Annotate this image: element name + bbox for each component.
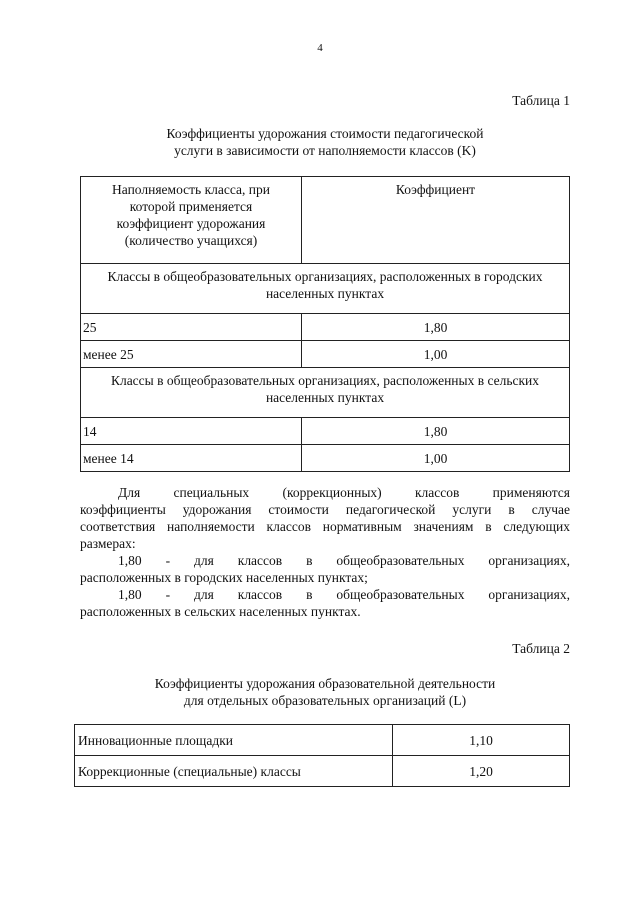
table2 (74, 724, 570, 787)
class-size-cell: менее 14 (81, 445, 302, 472)
coefficient-cell: 1,00 (302, 341, 570, 368)
page-number: 4 (317, 42, 323, 54)
section-title (81, 368, 570, 418)
table1-label: Таблица 1 (512, 93, 570, 108)
section-title-line1: Классы в общеобразовательных организациях, расположенных в городских (107, 269, 543, 284)
table1-title-line1: Коэффициенты удорожания стоимости педагогической (166, 126, 484, 141)
table2-title-line2: для отдельных образовательных организаций (L) (183, 693, 467, 708)
class-size-cell: менее 25 (81, 341, 302, 368)
paragraph-line4: размерах: (80, 536, 136, 551)
header-col1-line1: Наполняемость класса, при (112, 182, 270, 197)
table1-section-urban (81, 264, 570, 314)
class-size-cell: 14 (81, 418, 302, 445)
table1-header-row (81, 177, 570, 264)
paragraph-line1: Для специальных (коррекционных) классов применяются (118, 485, 570, 500)
section-title-line2: населенных пунктах (265, 390, 385, 405)
table2-title (80, 675, 570, 709)
organization-type-cell: Инновационные площадки (75, 725, 393, 756)
section-title-line1: Классы в общеобразовательных организациях, расположенных в сельских (110, 373, 540, 388)
table1-title (80, 125, 570, 159)
coefficient-cell: 1,80 (302, 314, 570, 341)
paragraph-line2: коэффициенты удорожания стоимости педагогической услуги в случае (80, 502, 570, 517)
header-col1-line4: (количество учащихся) (124, 233, 258, 248)
table1 (80, 176, 570, 472)
table2-title-line1: Коэффициенты удорожания образовательной деятельности (154, 676, 496, 691)
coefficient-cell: 1,20 (393, 756, 570, 787)
table1-header-col1 (81, 177, 302, 264)
coefficient-cell: 1,10 (393, 725, 570, 756)
item1-line1: 1,80 - для классов в общеобразовательных организациях, (118, 553, 570, 568)
table-row (81, 341, 570, 368)
header-col1-line3: коэффициент удорожания (116, 216, 266, 231)
table-row (81, 445, 570, 472)
section-title (81, 264, 570, 314)
table-row (81, 418, 570, 445)
coefficient-cell: 1,80 (302, 418, 570, 445)
special-classes-paragraph (80, 484, 570, 620)
table2-label: Таблица 2 (512, 641, 570, 656)
table1-section-rural (81, 368, 570, 418)
table1-title-line2: услуги в зависимости от наполняемости классов (K) (174, 143, 476, 158)
item2-line2: расположенных в сельских населенных пунктах. (80, 604, 361, 619)
coefficient-cell: 1,00 (302, 445, 570, 472)
organization-type-cell: Коррекционные (специальные) классы (75, 756, 393, 787)
table-row (75, 725, 570, 756)
class-size-cell: 25 (81, 314, 302, 341)
paragraph-line3: соответствия наполняемости классов нормативным значениям в следующих (80, 519, 570, 534)
section-title-line2: населенных пунктах (265, 286, 385, 301)
header-col1-line2: которой применяется (129, 199, 253, 214)
table1-header-col2: Коэффициент (302, 177, 570, 264)
table-row (81, 314, 570, 341)
item2-line1: 1,80 - для классов в общеобразовательных организациях, (118, 587, 570, 602)
table-row (75, 756, 570, 787)
item1-line2: расположенных в городских населенных пунктах; (80, 570, 368, 585)
